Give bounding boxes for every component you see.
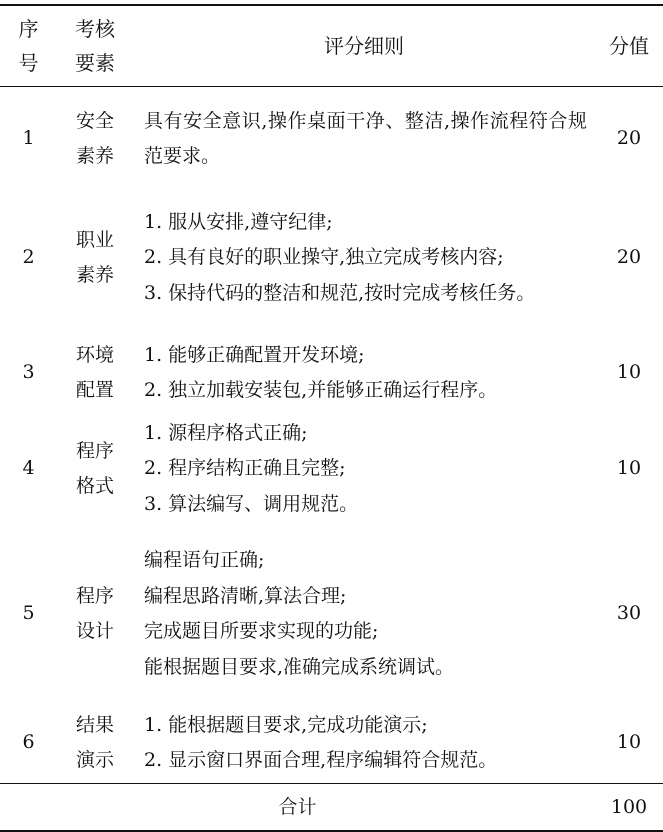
table-row bbox=[0, 413, 663, 525]
criteria-line: 完成题目所要求实现的功能; bbox=[144, 620, 379, 642]
row-element bbox=[57, 183, 133, 333]
total-label: 合计 bbox=[278, 796, 317, 818]
criteria-line: 2. 独立加载安装包,并能够正确运行程序。 bbox=[144, 379, 498, 401]
table-row bbox=[0, 333, 663, 413]
header-element bbox=[57, 5, 133, 87]
row-element-line1: 结果 bbox=[75, 713, 114, 736]
row-score: 20 bbox=[616, 246, 642, 269]
row-element-line2: 格式 bbox=[75, 475, 114, 497]
row-index: 3 bbox=[22, 361, 35, 384]
criteria-line: 2. 显示窗口界面合理,程序编辑符合规范。 bbox=[144, 749, 498, 771]
table-header bbox=[0, 5, 663, 87]
row-element bbox=[57, 333, 133, 413]
table-body bbox=[0, 87, 663, 832]
row-element-line1: 环境 bbox=[75, 343, 114, 366]
table-row bbox=[0, 87, 663, 184]
header-element-line1: 考核 bbox=[75, 17, 115, 41]
row-element bbox=[57, 87, 133, 184]
row-criteria bbox=[133, 525, 595, 703]
table-row bbox=[0, 183, 663, 333]
row-criteria bbox=[133, 333, 595, 413]
header-criteria: 评分细则 bbox=[324, 34, 404, 58]
criteria-line: 1. 能根据题目要求,完成功能演示; bbox=[144, 713, 428, 736]
header-index-line1: 序 bbox=[18, 17, 39, 41]
row-element-line2: 设计 bbox=[75, 620, 114, 642]
row-index: 6 bbox=[22, 731, 35, 754]
row-index: 1 bbox=[22, 127, 35, 150]
criteria-line: 2. 具有良好的职业操守,独立完成考核内容; bbox=[144, 246, 504, 269]
criteria-line: 3. 算法编写、调用规范。 bbox=[144, 492, 359, 515]
row-element bbox=[57, 413, 133, 525]
row-score: 30 bbox=[616, 602, 642, 625]
row-element-line2: 配置 bbox=[75, 379, 114, 401]
header-row bbox=[0, 5, 663, 87]
table-row bbox=[0, 525, 663, 703]
criteria-line: 1. 能够正确配置开发环境; bbox=[144, 343, 365, 366]
row-score: 10 bbox=[616, 457, 642, 480]
scoring-table bbox=[0, 4, 663, 832]
criteria-line: 2. 程序结构正确且完整; bbox=[144, 457, 346, 480]
row-element-line2: 素养 bbox=[75, 264, 114, 286]
row-score: 10 bbox=[616, 731, 642, 754]
row-criteria bbox=[133, 413, 595, 525]
header-index-line2: 号 bbox=[18, 51, 39, 75]
criteria-line: 3. 保持代码的整洁和规范,按时完成考核任务。 bbox=[144, 281, 536, 304]
row-criteria bbox=[133, 703, 595, 784]
row-element bbox=[57, 525, 133, 703]
row-criteria bbox=[133, 183, 595, 333]
table-row bbox=[0, 703, 663, 784]
criteria-line: 具有安全意识,操作桌面干净、整洁,操作流程符合规范要求。 bbox=[144, 109, 587, 167]
criteria-line: 1. 服从安排,遵守纪律; bbox=[144, 210, 333, 233]
row-element-line1: 安全 bbox=[75, 109, 114, 132]
row-element-line2: 演示 bbox=[75, 749, 114, 771]
header-score: 分值 bbox=[609, 34, 649, 58]
header-element-line2: 要素 bbox=[75, 51, 115, 75]
row-index: 5 bbox=[22, 602, 35, 625]
row-criteria bbox=[133, 87, 595, 184]
header-index bbox=[0, 5, 57, 87]
row-score: 20 bbox=[616, 127, 642, 150]
total-score: 100 bbox=[610, 796, 648, 818]
row-element-line1: 程序 bbox=[75, 439, 114, 462]
row-index: 4 bbox=[22, 457, 35, 480]
row-element bbox=[57, 703, 133, 784]
criteria-line: 能根据题目要求,准确完成系统调试。 bbox=[144, 655, 455, 678]
row-element-line2: 素养 bbox=[75, 145, 114, 167]
row-element-line1: 程序 bbox=[75, 584, 114, 607]
row-score: 10 bbox=[616, 361, 642, 384]
criteria-line: 1. 源程序格式正确; bbox=[144, 421, 308, 444]
row-element-line1: 职业 bbox=[75, 228, 114, 251]
criteria-line: 编程语句正确; bbox=[144, 549, 265, 571]
criteria-line: 编程思路清晰,算法合理; bbox=[144, 584, 347, 607]
row-index: 2 bbox=[22, 246, 35, 269]
total-row bbox=[0, 784, 663, 832]
